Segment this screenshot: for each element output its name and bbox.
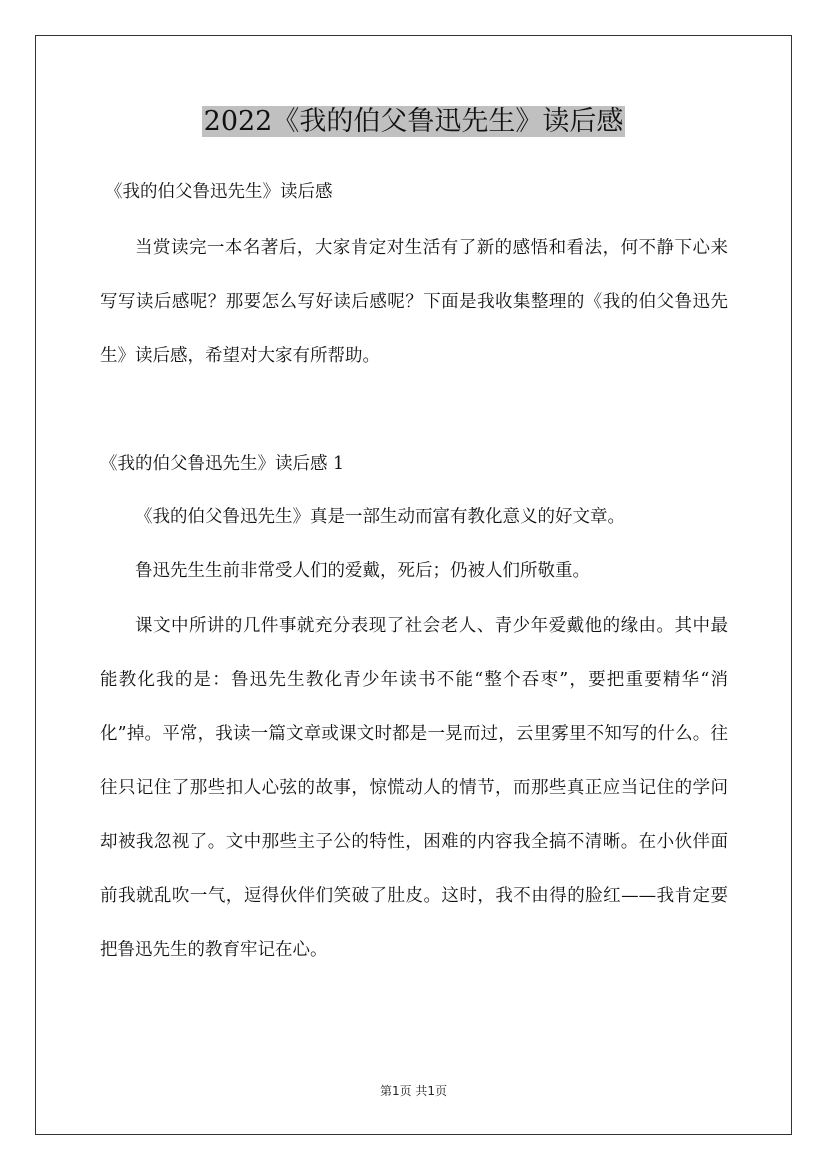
body-paragraph-2: 鲁迅先生生前非常受人们的爱戴，死后；仍被人们所敬重。: [135, 561, 590, 581]
page-footer: 第1页 共1页: [379, 1084, 448, 1098]
body-paragraph-1: 《我的伯父鲁迅先生》真是一部生动而富有教化意义的好文章。: [135, 507, 625, 527]
body-paragraph-3: 课文中所讲的几件事就充分表现了社会老人、青少年爱戴他的缘由。其中最能教化我的是：鲁迅先生教化青少年读书不能“整个吞枣”，要把重要精华“消化”掉。平常，我读一篇文章或课文时都是一晃而过，云里雾里不知写的什么。往往只记住了那些扣人心弦的故事，惊慌动人的情节，而那些真正应当记住的学问却被我忽视了。文中那些主子公的特性，困难的内容我全搞不清晰。在小伙伴面前我就乱吹一气，逗得伙伴们笑破了肚皮。这时，我不由得的脸红——我肯定要把鲁迅先生的教育牢记在心。: [100, 616, 728, 960]
intro-paragraph: 当赏读完一本名著后，大家肯定对生活有了新的感悟和看法，何不静下心来写写读后感呢？那要怎么写好读后感呢？下面是我收集整理的《我的伯父鲁迅先生》读后感，希望对大家有所帮助。: [100, 238, 728, 366]
section-title: 《我的伯父鲁迅先生》读后感 1: [100, 454, 345, 474]
document-title-text: 2022《我的伯父鲁迅先生》读后感: [203, 106, 624, 137]
document-subtitle: 《我的伯父鲁迅先生》读后感: [105, 182, 333, 202]
document-title: [0, 100, 827, 144]
